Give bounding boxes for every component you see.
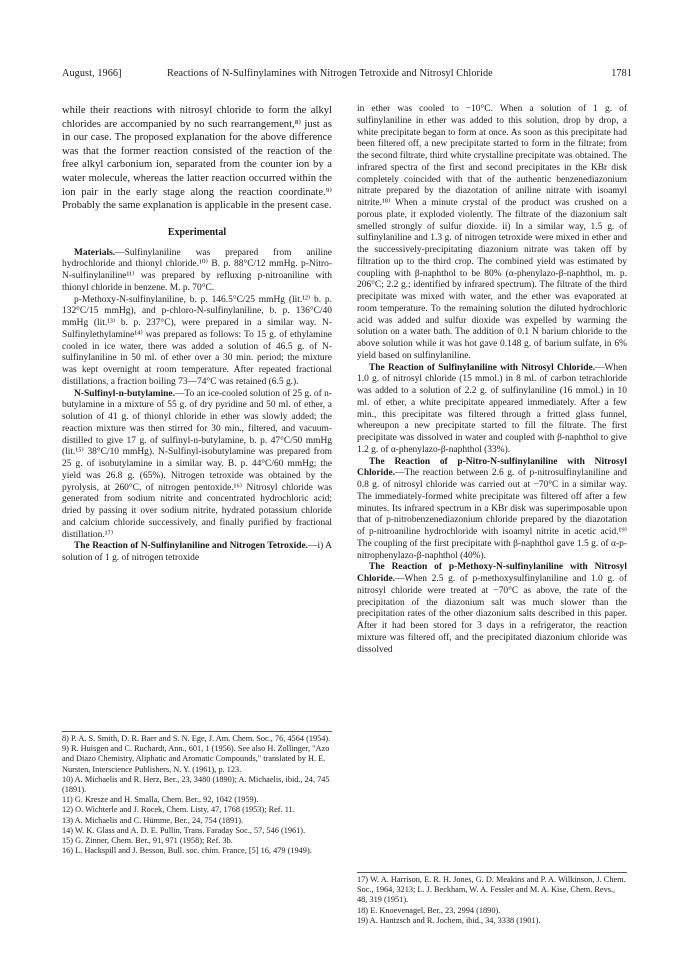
section-heading: Experimental — [167, 226, 227, 238]
footnote: 17) W. A. Harrison, E. R. H. Jones, G. D. Meakins and P. A. Wilkinson, J. Chem. Soc., 1964, 3213; L. J. Beckham, W. A. Fessler and M. A. Kise, Chem. Revs., 48, 319 (1951). — [357, 875, 626, 905]
nitro-text: —The reaction between 2.6 g. of p-nitrosulfinylaniline and 0.8 g. of nitrosyl chloride was carried out at −70°C in a similar way. The immediately-formed white precipitate was filtered off after a few minutes. Its infrared spectrum in a KBr disk was superimposable upon that of p-nitrobenzenediazonium chloride prepared by the diazotation of p-nitroaniline hydrochloride with isoamyl nitrite in acetic acid.¹⁹⁾ The coupling of the first precipitate with β-naphthol gave 1.5 g. of α-p-nitrophenylazo-β-naphthol (40%). — [357, 468, 627, 561]
footnote: 19) A. Hantzsch and R. Jochem, ibid., 34, 3338 (1901). — [357, 915, 541, 925]
reaction-paragraph — [62, 541, 332, 565]
header-title: Reactions of N-Sulfinylamines with Nitrogen Tetroxide and Nitrosyl Chloride — [167, 68, 493, 79]
footnote: 13) A. Michaelis and C. Hümme, Ber., 24, 754 (1891). — [62, 815, 244, 825]
butylamine-title: N-Sulfinyl-n-butylamine. — [74, 388, 175, 399]
footnotes-left — [62, 734, 332, 856]
footnote-rule-left — [62, 731, 332, 732]
footnote: 15) G. Zinner, Chem. Ber., 91, 971 (1958); Ref. 3b. — [62, 836, 233, 846]
footnote: 11) G. Kresze and H. Smalla, Chem. Ber., 92, 1042 (1959). — [62, 795, 259, 805]
methoxy-paragraph: p-Methoxy-N-sulfinylaniline, b. p. 146.5°C/25 mmHg (lit.¹²⁾ b. p. 132°C/15 mmHg), and p-chloro-N-sulfinylaniline, b. p. 136°C/40 mmHg (lit.¹³⁾ b. p. 237°C), were prepared in a similar way. N-Sulfinylethylamine¹⁴⁾ was prepared as follows: To 15 g. of ethylamine cooled in ice water, there was added a solution of 46.5 g. of N-sulfinylaniline in 50 ml. of ether over a 30 min. period; the mixture was kept overnight at room temperature. After repeated fractional distillations, a fraction boiling 73—74°C was retained (6.5 g.). — [62, 294, 332, 387]
reaction-text: —i) A solution of 1 g. of nitrogen tetroxide — [62, 541, 332, 563]
footnote: 10) A. Michaelis and R. Herz, Ber., 23, 3480 (1890); A. Michaelis, ibid., 24, 745 (1891). — [62, 774, 330, 795]
footnote: 9) R. Huisgen and C. Ruchardt, Ann., 601, 1 (1956). See also H. Zollinger, "Azo and Diazo Chemistry, Aliphatic and Aromatic Compounds," translated by H. E. Nursten, Interscience Publishers, N. Y. (1961), p. 123. — [62, 744, 330, 774]
header-date: August, 1966] — [62, 68, 122, 79]
nitro-paragraph — [357, 457, 627, 563]
footnotes-right — [357, 875, 627, 926]
footnote: 18) E. Knoevenagel, Ber., 23, 2994 (1890). — [357, 905, 501, 915]
running-header — [62, 68, 632, 82]
materials-paragraph — [62, 248, 332, 295]
materials-text: —Sulfinylaniline was prepared from aniline hydrochloride and thionyl chloride.¹⁰⁾ B. p. 88°C/12 mmHg. p-Nitro-N-sulfinylaniline¹¹⁾ was prepared by refluxing p-nitroaniline with thionyl chloride in benzene. M. p. 70°C. — [62, 247, 332, 293]
nitro-title: The Reaction of p-Nitro-N-sulfinylaniline with Nitrosyl Chloride. — [357, 456, 627, 479]
butylamine-paragraph — [62, 389, 332, 542]
methoxy-reaction-paragraph — [357, 562, 627, 656]
page-number: 1781 — [611, 68, 632, 79]
materials-title: Materials. — [74, 247, 116, 258]
right-column — [357, 104, 627, 656]
footnote: 16) L. Hackspill and J. Besson, Bull. soc. chim. France, [5] 16, 479 (1949). — [62, 846, 312, 856]
nitrosyl-title: The Reaction of Sulfinylaniline with Nitrosyl Chloride. — [369, 362, 596, 373]
left-column — [62, 104, 332, 565]
footnote-rule-right — [357, 872, 627, 873]
nitrosyl-text: —When 1.0 g. of nitrosyl chloride (15 mmol.) in 8 ml. of carbon tetrachloride was added to a solution of 2.2 g. of sulfinylaniline (16 mmol.) in 10 ml. of ether, a white precipitate appeared immediately. After a few min., this precipitate was filtered through a fritted glass funnel, whereupon a new precipitate started to fill the filtrate. The first precipitate was dissolved in water and coupled with β-naphthol to give 1.2 g. of α-phenylazo-β-naphthol (33%). — [357, 362, 627, 455]
methoxy-reaction-title: The Reaction of p-Methoxy-N-sulfinylaniline with Nitrosyl Chloride. — [357, 562, 627, 584]
footnote: 14) W. K. Glass and A. D. E. Pullin, Trans. Faraday Soc., 57, 546 (1961). — [62, 825, 306, 835]
butylamine-text: —To an ice-cooled solution of 25 g. of n-butylamine in a mixture of 55 g. of dry pyridine and 50 ml. of ether, a solution of 41 g. of thionyl chloride in ether was slowly added; the reaction mixture was then stirred for 30 min., filtered, and vacuum-distilled to give 17 g. of sulfinyl-n-butylamine, b. p. 47°C/50 mmHg (lit.¹⁵⁾ 38°C/10 mmHg). N-Sulfinyl-isobutylamine was prepared from 25 g. of isobutylamine in a similar way. B. p. 44°C/60 mmHg; the yield was 26.8 g. (65%). Nitrogen tetroxide was obtained by the pyrolysis, at 260°C, of nitrogen pentoxide.¹⁶⁾ Nitrosyl chloride was generated from sodium nitrite and concentrated hydrochloric acid; dried by passing it over sodium nitrite, hydrated potassium chloride and calcium chloride successively, and finally purified by fractional distillation.¹⁷⁾ — [62, 388, 332, 540]
footnote: 8) P. A. S. Smith, D. R. Baer and S. N. Ege, J. Am. Chem. Soc., 76, 4564 (1954). — [62, 734, 331, 743]
intro-paragraph: while their reactions with nitrosyl chloride to form the alkyl chlorides are accompanied by no such rearrangement,⁸⁾ just as in our case. The proposed explanation for the above difference was that the former reaction consisted of the reaction of the free alkyl carbonium ion, separated from the counter ion by a water molecule, whereas the latter reaction occurred within the ion pair in the early stage along the reaction coordinate.⁹⁾ Probably the same explanation is applicable in the present case. — [62, 105, 332, 212]
reaction-title: The Reaction of N-Sulfinylaniline and Nitrogen Tetroxide. — [74, 541, 309, 552]
nitrosyl-paragraph — [357, 363, 627, 457]
continuation-paragraph: in ether was cooled to −10°C. When a solution of 1 g. of sulfinylaniline in ether was added to this solution, drop by drop, a white precipitate began to form at once. As soon as this precipitate had been filtered off, a new precipitate started to form in the filtrate; from the second filtrate, third white crystalline precipitate was obtained. The infrared spectra of the first and second precipitates in the KBr disk completely coincided with that of the authentic benzenediazonium nitrate prepared by the diazotation of aniline nitrate with isoamyl nitrite.¹⁸⁾ When a minute crystal of the product was crushed on a porous plate, it exploded violently. The filtrate of the diazonium salt smelled strongly of sulfur dioxide. ii) In a similar way, 1.5 g. of sulfinylaniline and 1.3 g. of nitrogen tetroxide were mixed in ether and the successively-precipitating diazonium nitrate was taken off by filtration up to the third crop. The combined yield was estimated by coupling with β-naphthol to be 80% (α-phenylazo-β-naphthol, m. p. 206°C; 2.2 g.; identified by infrared spectrum). The filtrate of the third precipitate was mixed with water, and the ether was evaporated at room temperature. To the remaining solution the diluted hydrochloric acid was added and sulfur dioxide was expelled by warming the solution on a water bath. The addition of 0.1 N barium chloride to the above solution while it was hot gave 0.148 g. of barium sulfate, in 6% yield based on sulfinylaniline. — [357, 104, 627, 361]
methoxy-reaction-text: —When 2.5 g. of p-methoxysulfinylaniline and 1.0 g. of nitrosyl chloride were treated at −70°C as above, the rate of the precipitation of the diazonium salt was much slower than the precipitation rates of the other diazonium salts described in this paper. After it had been stored for 3 days in a refrigerator, the reaction mixture was filtered off, and the precipitated diazonium chloride was dissolved — [357, 574, 627, 655]
footnote: 12) O. Wichterle and J. Rocek, Chem. Listy, 47, 1768 (1953); Ref. 11. — [62, 805, 295, 815]
